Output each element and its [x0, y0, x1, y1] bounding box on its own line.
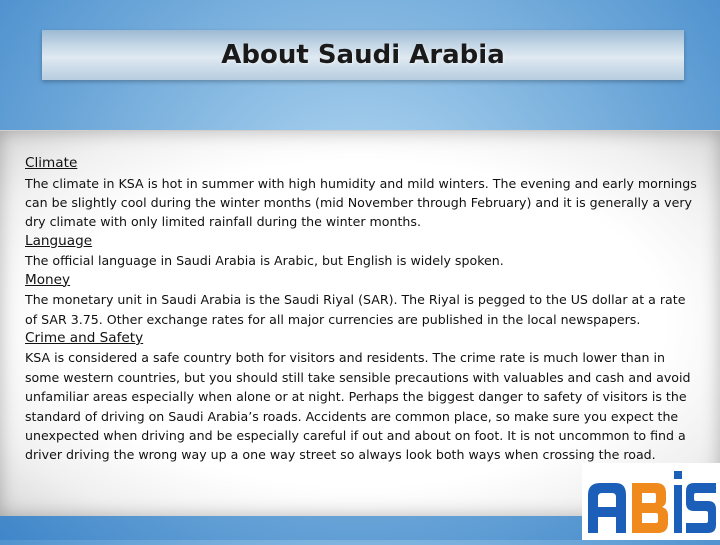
abis-logo-icon: [582, 463, 720, 540]
section-heading-money: Money: [25, 271, 71, 288]
section-body-language: The official language in Saudi Arabia is Arabic, but English is widely spoken.: [25, 253, 504, 269]
section-body-crime-safety: KSA is considered a safe country both for visitors and residents. The crime rate is much lower than in some western countries, but you should still take sensible precautions with valuables and cash and avoid unfamiliar areas especially when alone or at night. Perhaps the biggest danger to safety of visitors is the standard of driving on Saudi Arabia’s roads. Accidents are common place, so make sure you expect the unexpected when driving and be especially careful if out and about on foot. It is not uncommon to find a driver driving the wrong way up a one way street so always look both ways when crossing the road.: [25, 350, 691, 463]
section-heading-climate: Climate: [25, 155, 78, 171]
abis-logo: [582, 463, 720, 540]
content-body: [25, 154, 700, 465]
section-body-money: The monetary unit in Saudi Arabia is the Saudi Riyal (SAR). The Riyal is pegged to the US dollar at a rate of SAR 3.75. Other exchange rates for all major currencies are published in the local newspapers.: [25, 292, 686, 327]
section-heading-language: Language: [25, 232, 93, 249]
page-title: About Saudi Arabia: [221, 40, 505, 70]
section-heading-crime-safety: Crime and Safety: [25, 329, 144, 346]
section-body-climate: The climate in KSA is hot in summer with high humidity and mild winters. The evening and early mornings can be slightly cool during the winter months (mid November through February) and it is generally a very dry climate with only limited rainfall during the winter months.: [25, 175, 697, 230]
title-bar: [42, 30, 684, 80]
